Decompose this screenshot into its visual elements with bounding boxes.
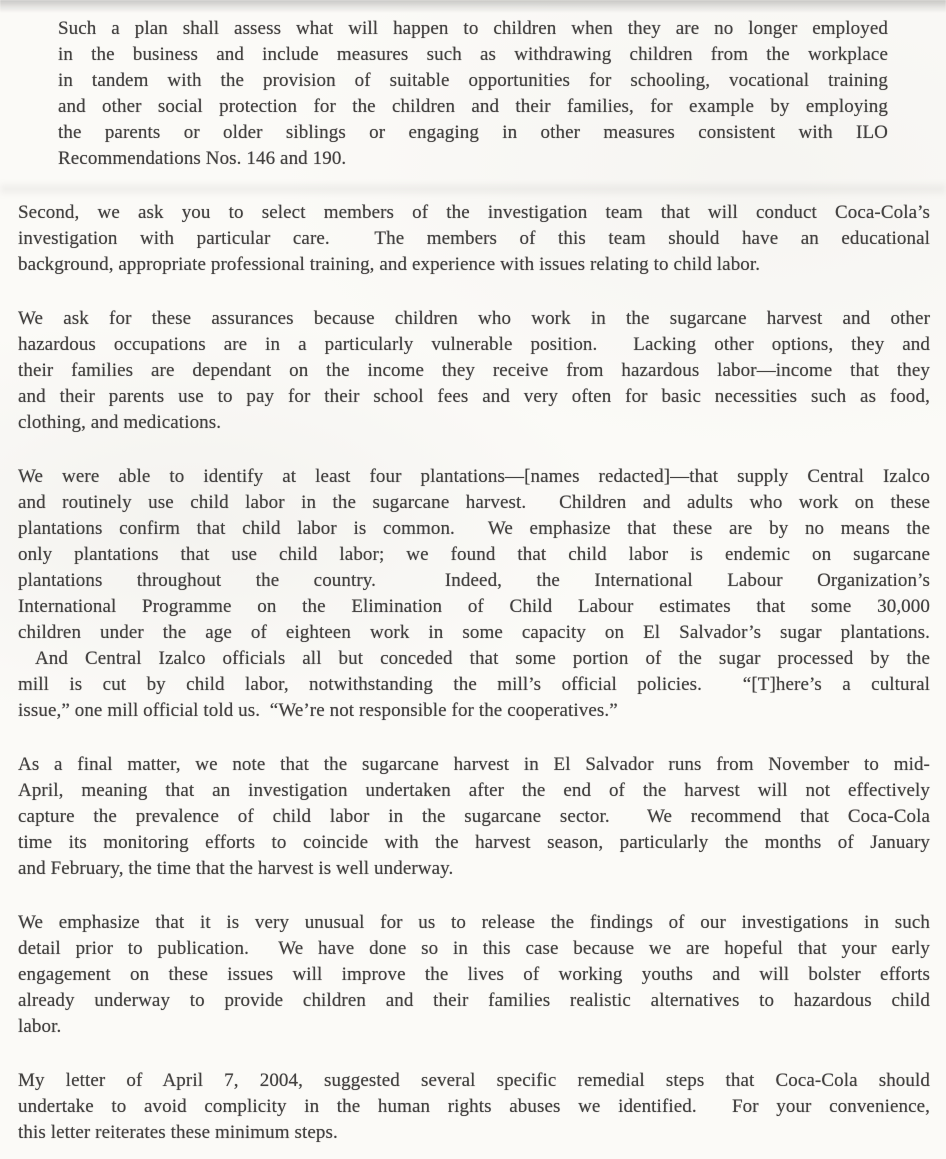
text-line: plantations throughout the country. Indeed, the International Labour Organization’s [18, 570, 930, 591]
text-line: engagement on these issues will improve the lives of working youths and will bolster efforts [18, 964, 930, 985]
block-quote-paragraph [58, 16, 888, 172]
text-line: and routinely use child labor in the sugarcane harvest. Children and adults who work on these [18, 492, 930, 513]
text-line: plantations confirm that child labor is common. We emphasize that these are by no means the [18, 518, 930, 539]
text-line: Second, we ask you to select members of the investigation team that will conduct Coca-Cola’s [18, 202, 930, 223]
text-line: background, appropriate professional training, and experience with issues relating to child labor. [18, 254, 761, 275]
text-line: in tandem with the provision of suitable opportunities for schooling, vocational training [58, 70, 888, 91]
text-line: My letter of April 7, 2004, suggested several specific remedial steps that Coca-Cola should [18, 1070, 930, 1091]
text-line: in the business and include measures such as withdrawing children from the workplace [58, 44, 888, 65]
text-line: issue,” one mill official told us. “We’re not responsible for the cooperatives.” [18, 700, 618, 721]
text-line: We emphasize that it is very unusual for us to release the findings of our investigations in such [18, 912, 930, 933]
text-line: clothing, and medications. [18, 412, 222, 433]
text-line: Recommendations Nos. 146 and 190. [58, 148, 347, 169]
text-line: undertake to avoid complicity in the human rights abuses we identified. For your convenience, [18, 1096, 930, 1117]
text-line: and other social protection for the children and their families, for example by employing [58, 96, 888, 117]
text-line: children under the age of eighteen work in some capacity on El Salvador’s sugar plantations. [18, 622, 930, 643]
text-line: only plantations that use child labor; we found that child labor is endemic on sugarcane [18, 544, 930, 565]
paragraph [18, 910, 930, 1040]
text-line: investigation with particular care. The members of this team should have an educational [18, 228, 930, 249]
text-line: labor. [18, 1016, 62, 1037]
paragraph [18, 464, 930, 724]
paragraph [18, 200, 930, 278]
text-line: We ask for these assurances because children who work in the sugarcane harvest and other [18, 308, 930, 329]
document-body [18, 16, 930, 1146]
text-line: And Central Izalco officials all but conceded that some portion of the sugar processed by the [18, 648, 930, 669]
text-line: As a final matter, we note that the sugarcane harvest in El Salvador runs from November to mid- [18, 754, 930, 775]
text-line: this letter reiterates these minimum steps. [18, 1122, 338, 1143]
text-line: their families are dependant on the income they receive from hazardous labor—income that they [18, 360, 930, 381]
paragraph [18, 306, 930, 436]
text-line: the parents or older siblings or engaging in other measures consistent with ILO [58, 122, 888, 143]
text-line: and their parents use to pay for their school fees and very often for basic necessities such as food, [18, 386, 930, 407]
text-line: Such a plan shall assess what will happen to children when they are no longer employed [58, 18, 888, 39]
text-line: time its monitoring efforts to coincide with the harvest season, particularly the months of January [18, 832, 930, 853]
text-line: detail prior to publication. We have done so in this case because we are hopeful that your early [18, 938, 930, 959]
text-line: already underway to provide children and their families realistic alternatives to hazardous child [18, 990, 930, 1011]
text-line: International Programme on the Elimination of Child Labour estimates that some 30,000 [18, 596, 930, 617]
text-line: We were able to identify at least four plantations—[names redacted]—that supply Central Izalco [18, 466, 930, 487]
text-line: capture the prevalence of child labor in the sugarcane sector. We recommend that Coca-Cola [18, 806, 930, 827]
text-line: and February, the time that the harvest is well underway. [18, 858, 454, 879]
paragraph [18, 1068, 930, 1146]
scan-artifact-top-band [0, 0, 946, 13]
text-line: April, meaning that an investigation undertaken after the end of the harvest will not effectively [18, 780, 930, 801]
paragraph [18, 752, 930, 882]
text-line: hazardous occupations are in a particularly vulnerable position. Lacking other options, they and [18, 334, 930, 355]
text-line: mill is cut by child labor, notwithstanding the mill’s official policies. “[T]here’s a cultural [18, 674, 930, 695]
